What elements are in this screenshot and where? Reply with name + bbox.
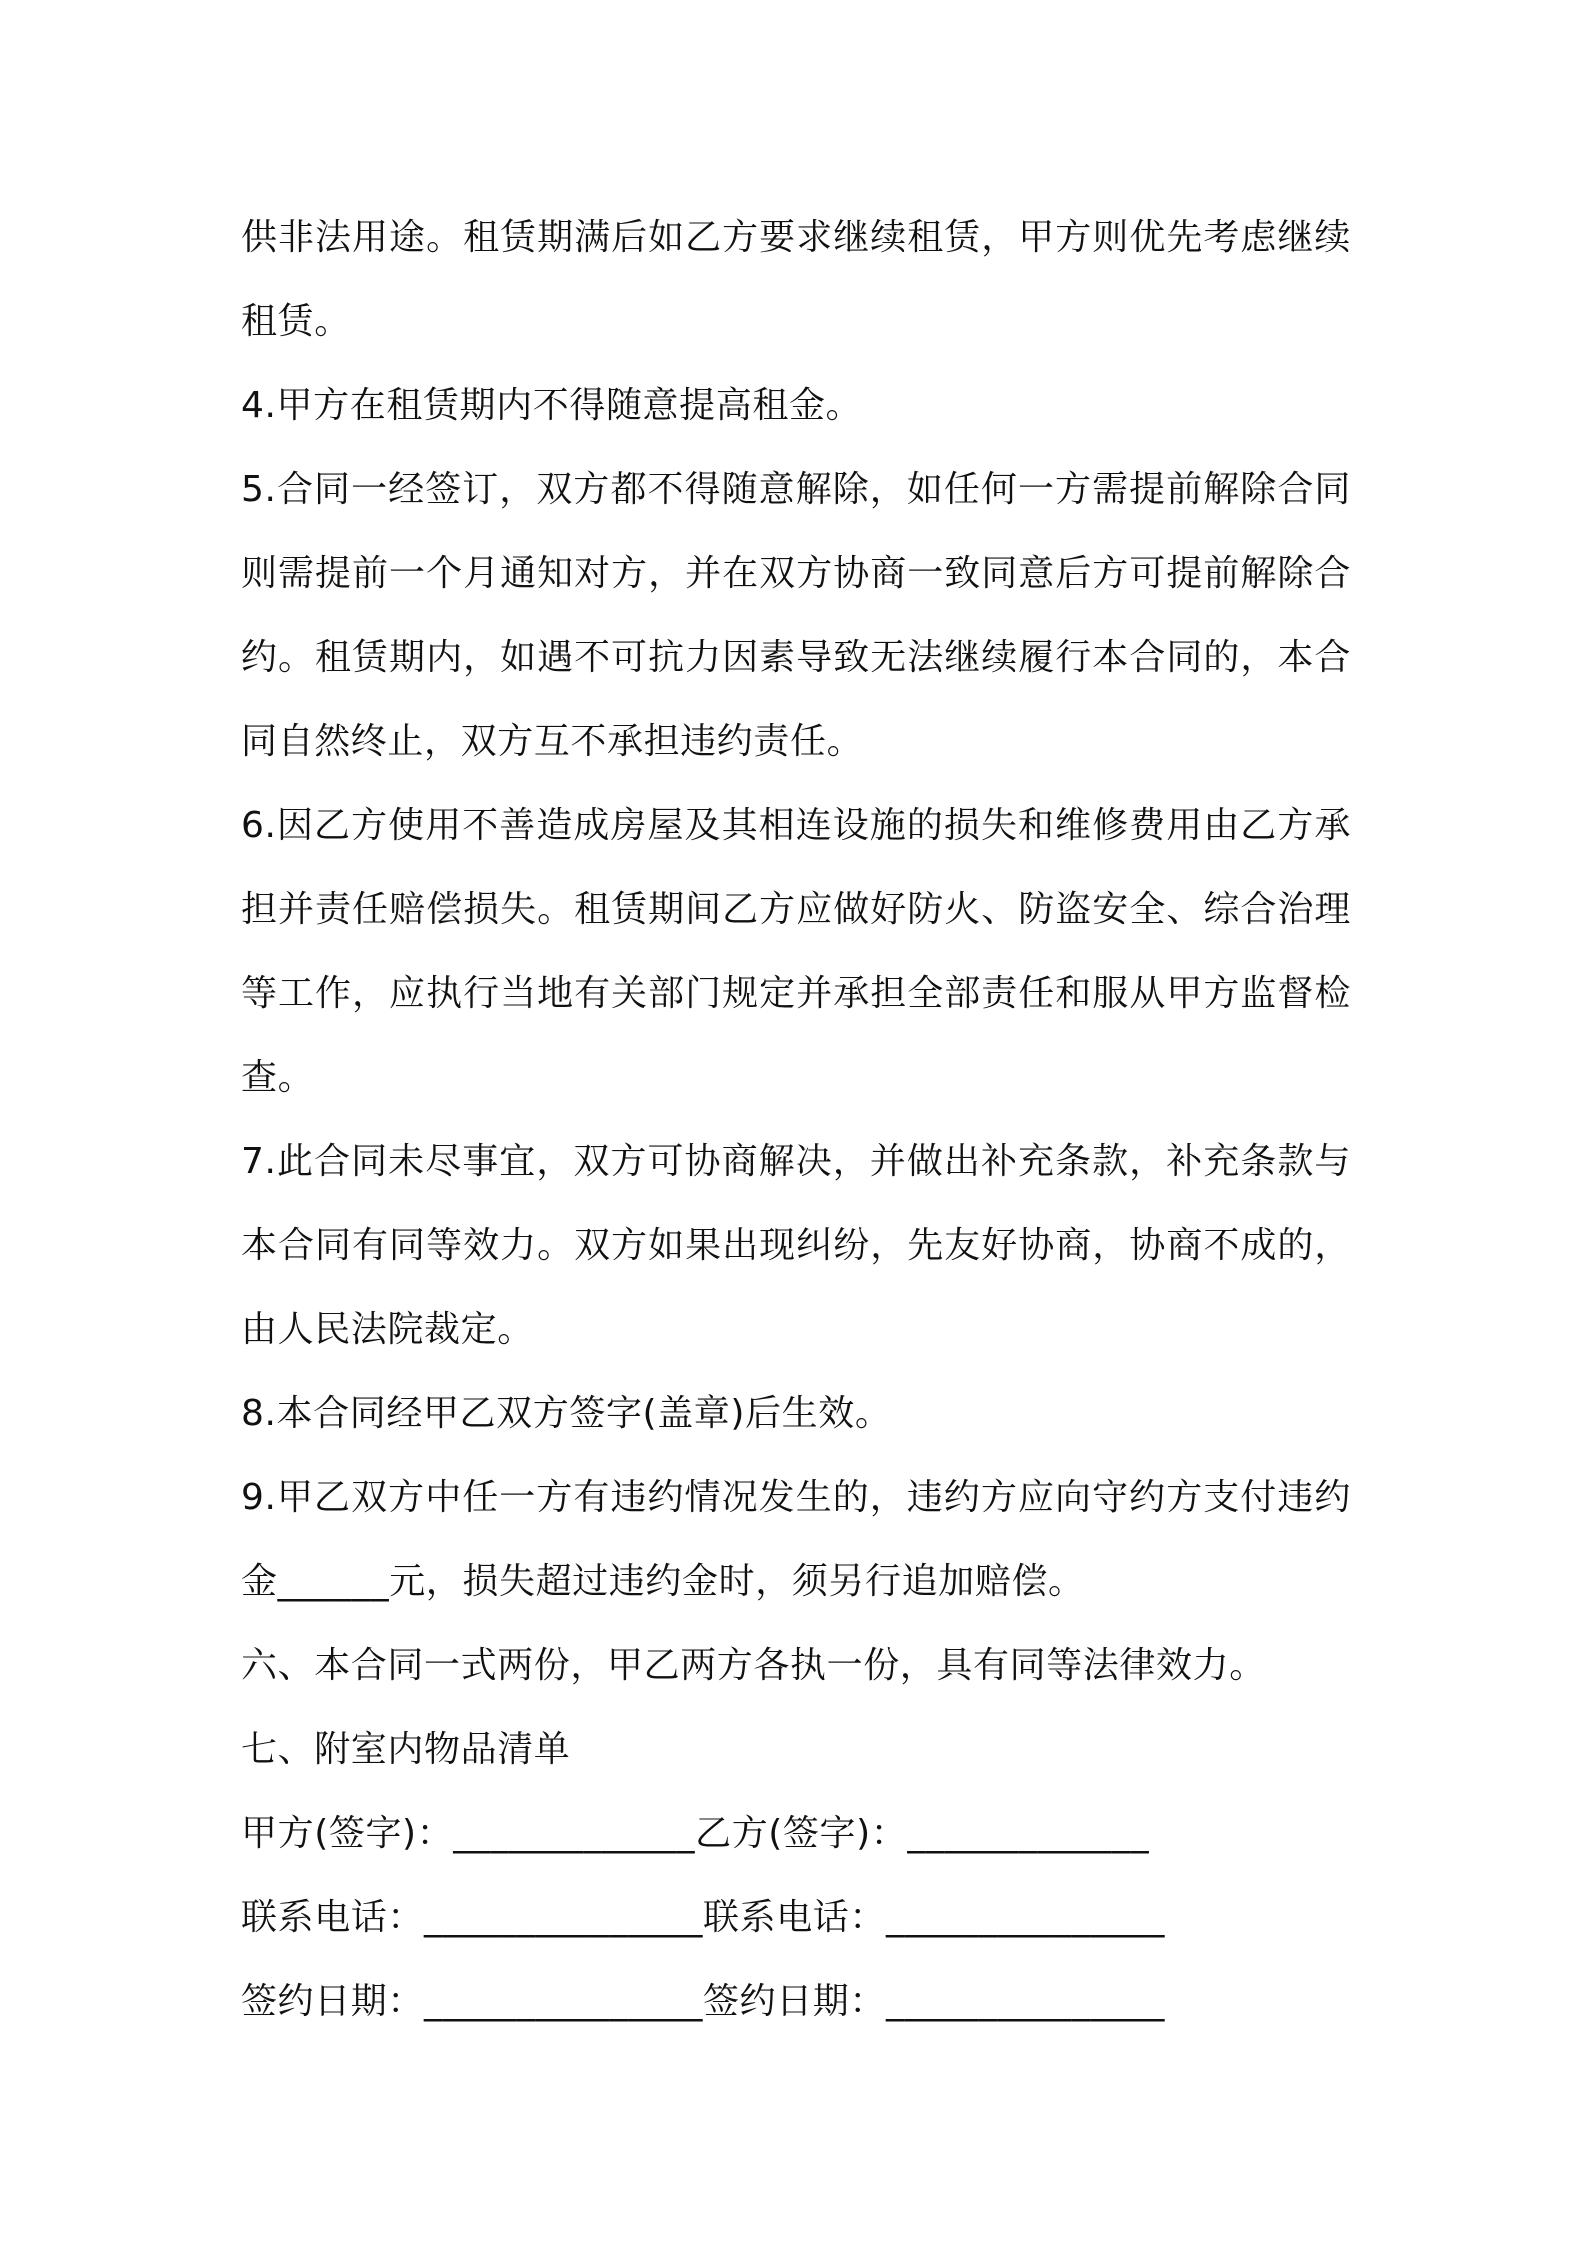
paragraph-section-6: 六、本合同一式两份，甲乙两方各执一份，具有同等法律效力。 [241,1645,1266,1686]
paragraph-lease-renewal: 供非法用途。租赁期满后如乙方要求继续租赁，甲方则优先考虑继续租赁。 [241,217,1351,342]
paragraph-clause-6: 6.因乙方使用不善造成房屋及其相连设施的损失和维修费用由乙方承担并责任赔偿损失。租赁期间乙方应做好防火、防盗安全、综合治理等工作，应执行当地有关部门规定并承担全部责任和服从甲方监督检查。 [241,805,1351,1098]
paragraph-clause-7: 7.此合同未尽事宜，双方可协商解决，并做出补充条款，补充条款与本合同有同等效力。双方如果出现纠纷，先友好协商，协商不成的，由人民法院裁定。 [241,1141,1351,1350]
contract-body [241,196,1351,2044]
paragraph-clause-9: 9.甲乙双方中任一方有违约情况发生的，违约方应向守约方支付违约金______元，损失超过违约金时，须另行追加赔偿。 [241,1477,1351,1602]
signature-line: 甲方(签字)：_____________乙方(签字)：_____________ [241,1813,1150,1854]
phone-line: 联系电话：_______________联系电话：_______________ [241,1897,1165,1938]
date-line: 签约日期：_______________签约日期：_______________ [241,1981,1165,2022]
paragraph-clause-5: 5.合同一经签订，双方都不得随意解除，如任何一方需提前解除合同则需提前一个月通知对方，并在双方协商一致同意后方可提前解除合约。租赁期内，如遇不可抗力因素导致无法继续履行本合同的，本合同自然终止，双方互不承担违约责任。 [241,469,1351,762]
paragraph-section-7: 七、附室内物品清单 [241,1729,571,1770]
paragraph-clause-8: 8.本合同经甲乙双方签字(盖章)后生效。 [241,1393,892,1434]
paragraph-clause-4: 4.甲方在租赁期内不得随意提高租金。 [241,385,863,426]
